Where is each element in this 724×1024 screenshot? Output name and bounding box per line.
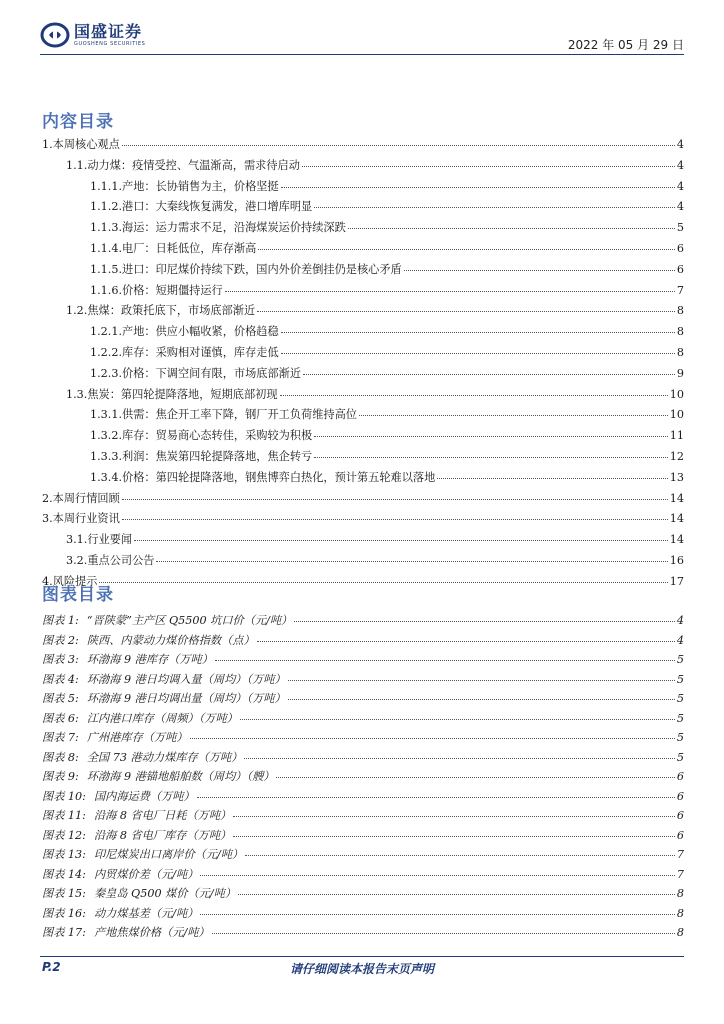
toc-entry[interactable] <box>42 510 684 531</box>
toc-entry-page: 4 <box>676 200 684 214</box>
figure-number: 图表 5: <box>42 692 79 705</box>
figure-title: 广州港库存（万吨） <box>86 731 188 744</box>
toc-entry-page: 4 <box>676 179 684 193</box>
toc-entry[interactable] <box>42 386 684 407</box>
toc-entry[interactable] <box>42 240 684 261</box>
figure-number: 图表 13: <box>42 848 86 861</box>
dot-leader <box>359 415 668 416</box>
figure-entry[interactable] <box>42 632 684 652</box>
header-divider <box>40 54 684 55</box>
figure-page: 6 <box>676 770 684 783</box>
figure-page: 6 <box>676 809 684 822</box>
toc-entry-title: 1.本周核心观点 <box>42 138 120 151</box>
dot-leader <box>281 187 675 188</box>
dot-leader <box>437 478 667 479</box>
figure-title: 动力煤基差（元/吨） <box>93 906 199 920</box>
toc-entry-title: 1.3.1.供需：焦企开工率下降，钢厂开工负荷维持高位 <box>90 408 357 422</box>
dot-leader <box>281 332 675 333</box>
toc-entry-page: 4 <box>676 138 684 151</box>
figure-number: 图表 2: <box>42 633 79 647</box>
toc-entry-page: 13 <box>669 470 684 484</box>
dot-leader <box>99 582 667 583</box>
toc-entry-page: 14 <box>669 533 684 547</box>
figure-number: 图表 9: <box>42 770 79 783</box>
toc-entry[interactable] <box>42 573 684 594</box>
figure-number: 图表 1: <box>42 614 79 627</box>
figure-page: 5 <box>676 672 684 686</box>
company-name-en: GUOSHENG SECURITIES <box>74 40 146 47</box>
dot-leader <box>281 353 675 354</box>
figure-page: 8 <box>676 887 684 900</box>
figure-entry[interactable] <box>42 651 684 671</box>
footer-divider <box>40 956 684 957</box>
dot-leader <box>288 680 675 681</box>
figure-page: 5 <box>676 731 684 744</box>
toc-entry-title: 1.1.1.产地：长协销售为主，价格坚挺 <box>90 179 279 193</box>
dot-leader <box>225 291 675 292</box>
figure-number: 图表 11: <box>42 809 86 822</box>
toc-entry[interactable] <box>42 448 684 469</box>
toc-entry-title: 1.1.6.价格：短期僵持运行 <box>90 283 223 297</box>
toc-entry[interactable] <box>42 302 684 323</box>
figure-number: 图表 12: <box>42 828 86 842</box>
toc-entry-title: 1.2.3.价格：下调空间有限，市场底部渐近 <box>90 366 302 380</box>
figure-page: 5 <box>676 750 684 764</box>
figure-title: 陕西、内蒙动力煤价格指数（点） <box>86 633 255 647</box>
dot-leader <box>197 797 675 798</box>
figure-entry[interactable] <box>42 729 684 749</box>
toc-entry[interactable] <box>42 552 684 573</box>
toc-entry-page: 10 <box>669 408 684 422</box>
company-name-cn: 国盛证券 <box>74 21 143 41</box>
toc-entry-page: 17 <box>669 574 684 588</box>
figure-entry[interactable] <box>42 885 684 905</box>
toc-list <box>42 136 684 594</box>
figure-number: 图表 15: <box>42 887 86 900</box>
figure-entry[interactable] <box>42 671 684 691</box>
figure-title: 沿海 8 省电厂库存（万吨） <box>93 828 232 842</box>
dot-leader <box>233 836 675 837</box>
figure-title: 沿海 8 省电厂日耗（万吨） <box>93 809 232 822</box>
toc-entry-title: 1.1.动力煤：疫情受控、气温渐高，需求待启动 <box>66 158 300 172</box>
dot-leader <box>280 395 668 396</box>
toc-entry-title: 3.本周行业资讯 <box>42 512 120 526</box>
toc-entry[interactable] <box>42 427 684 448</box>
figure-number: 图表 6: <box>42 711 79 725</box>
toc-entry[interactable] <box>42 219 684 240</box>
dot-leader <box>200 914 674 915</box>
toc-entry-title: 1.3.3.利润：焦炭第四轮提降落地，焦企转亏 <box>90 449 313 463</box>
toc-entry-page: 8 <box>676 304 684 318</box>
figure-entry[interactable] <box>42 866 684 886</box>
figure-entry[interactable] <box>42 827 684 847</box>
figure-page: 4 <box>676 633 684 647</box>
page-header <box>40 22 684 52</box>
toc-entry-title: 1.1.3.海运：运力需求不足，沿海煤炭运价持续深跌 <box>90 221 346 235</box>
figure-number: 图表 14: <box>42 867 86 881</box>
figure-entry[interactable] <box>42 768 684 788</box>
dot-leader <box>257 311 675 312</box>
dot-leader <box>258 249 675 250</box>
dot-leader <box>288 699 675 700</box>
figure-list-title: 图表目录 <box>42 585 114 605</box>
toc-entry-page: 10 <box>669 387 684 401</box>
dot-leader <box>294 621 675 622</box>
figure-title: 江内港口库存（周频）（万吨） <box>86 711 238 725</box>
toc-entry[interactable] <box>42 469 684 490</box>
figure-page: 8 <box>676 906 684 920</box>
company-logo <box>40 22 145 48</box>
figure-number: 图表 8: <box>42 750 79 764</box>
toc-entry-page: 11 <box>669 429 684 443</box>
figure-number: 图表 16: <box>42 906 86 920</box>
figure-title: 产地焦煤价格（元/吨） <box>93 926 210 939</box>
toc-entry-page: 4 <box>676 158 684 172</box>
toc-entry[interactable] <box>42 365 684 386</box>
dot-leader <box>122 519 668 520</box>
toc-entry-page: 6 <box>676 241 684 255</box>
figure-page: 5 <box>676 653 684 666</box>
figure-title: 全国 73 港动力煤库存（万吨） <box>86 750 243 764</box>
toc-entry[interactable] <box>42 531 684 552</box>
toc-entry-title: 4.风险提示 <box>42 574 98 588</box>
figure-entry[interactable] <box>42 749 684 769</box>
figure-page: 7 <box>676 848 684 861</box>
toc-entry-title: 1.1.2.港口：大秦线恢复满发，港口增库明显 <box>90 200 313 214</box>
toc-entry[interactable] <box>42 323 684 344</box>
dot-leader <box>240 719 675 720</box>
figure-title: 环渤海 9 港日均调入量（周均）（万吨） <box>86 672 286 686</box>
toc-entry[interactable] <box>42 136 684 157</box>
toc-entry-page: 16 <box>669 553 684 567</box>
figure-page: 4 <box>676 614 684 627</box>
figure-number: 图表 7: <box>42 731 79 744</box>
toc-entry-title: 1.3.2.库存：贸易商心态转佳，采购较为积极 <box>90 429 313 443</box>
toc-entry-title: 1.2.1.产地：供应小幅收紧，价格趋稳 <box>90 325 279 339</box>
figure-title: 环渤海 9 港锚地船舶数（周均）（艘） <box>86 770 275 783</box>
dot-leader <box>314 207 675 208</box>
figure-page: 5 <box>676 692 684 705</box>
figure-number: 图表 10: <box>42 789 86 803</box>
company-logo-icon <box>40 22 70 48</box>
figure-page: 7 <box>676 867 684 881</box>
toc-title: 内容目录 <box>42 112 114 132</box>
figure-title: 秦皇岛 Q500 煤价（元/吨） <box>93 887 237 900</box>
figure-list <box>42 612 684 944</box>
figure-entry[interactable] <box>42 905 684 925</box>
toc-entry[interactable] <box>42 198 684 219</box>
dot-leader <box>314 457 668 458</box>
dot-leader <box>303 374 675 375</box>
figure-title: 环渤海 9 港日均调出量（周均）（万吨） <box>86 692 286 705</box>
dot-leader <box>404 270 675 271</box>
figure-entry[interactable] <box>42 710 684 730</box>
figure-title: 印尼煤炭出口离岸价（元/吨） <box>93 848 244 861</box>
figure-page: 8 <box>676 926 684 939</box>
figure-number: 图表 17: <box>42 926 86 939</box>
toc-entry-title: 2.本周行情回顾 <box>42 491 120 505</box>
toc-entry-page: 12 <box>669 449 684 463</box>
dot-leader <box>215 660 675 661</box>
figure-entry[interactable] <box>42 807 684 827</box>
toc-entry-page: 5 <box>676 221 684 235</box>
toc-entry[interactable] <box>42 282 684 303</box>
disclaimer-notice: 请仔细阅读本报告末页声明 <box>289 962 434 976</box>
figure-title: “晋陕蒙”主产区 Q5500 坑口价（元/吨） <box>86 614 293 627</box>
toc-entry-page: 8 <box>676 345 684 359</box>
dot-leader <box>233 816 675 817</box>
figure-page: 5 <box>676 711 684 725</box>
figure-entry[interactable] <box>42 846 684 866</box>
figure-number: 图表 4: <box>42 672 79 686</box>
toc-entry-page: 14 <box>669 512 684 526</box>
toc-entry-title: 1.1.4.电厂：日耗低位，库存渐高 <box>90 241 257 255</box>
dot-leader <box>276 777 674 778</box>
toc-entry[interactable] <box>42 490 684 511</box>
toc-entry[interactable] <box>42 344 684 365</box>
dot-leader <box>122 145 675 146</box>
toc-entry[interactable] <box>42 406 684 427</box>
dot-leader <box>257 641 675 642</box>
toc-entry-title: 3.2.重点公司公告 <box>66 553 155 567</box>
toc-entry-title: 3.1.行业要闻 <box>66 533 133 547</box>
figure-title: 国内海运费（万吨） <box>93 789 195 803</box>
toc-entry-page: 6 <box>676 262 684 276</box>
dot-leader <box>348 228 675 229</box>
toc-entry-title: 1.1.5.进口：印尼煤价持续下跌，国内外价差倒挂仍是核心矛盾 <box>90 262 402 276</box>
dot-leader <box>302 166 675 167</box>
figure-entry[interactable] <box>42 924 684 944</box>
figure-entry[interactable] <box>42 612 684 632</box>
toc-entry[interactable] <box>42 178 684 199</box>
dot-leader <box>245 855 675 856</box>
figure-number: 图表 3: <box>42 653 79 666</box>
page-number: P.2 <box>42 960 61 974</box>
toc-entry-title: 1.2.焦煤：政策托底下，市场底部渐近 <box>66 304 256 318</box>
toc-entry-title: 1.3.焦炭：第四轮提降落地，短期底部初现 <box>66 387 278 401</box>
toc-entry-page: 14 <box>669 491 684 505</box>
figure-page: 6 <box>676 789 684 803</box>
dot-leader <box>122 499 668 500</box>
toc-entry-title: 1.3.4.价格：第四轮提降落地，钢焦博弈白热化，预计第五轮难以落地 <box>90 470 436 484</box>
figure-entry[interactable] <box>42 690 684 710</box>
dot-leader <box>212 933 675 934</box>
report-date: 2022 年 05 月 29 日 <box>567 38 684 52</box>
figure-page: 6 <box>676 828 684 842</box>
figure-title: 内贸煤价差（元/吨） <box>93 867 199 881</box>
toc-entry-page: 8 <box>676 325 684 339</box>
dot-leader <box>238 894 675 895</box>
toc-entry-title: 1.2.2.库存：采购相对谨慎，库存走低 <box>90 345 279 359</box>
dot-leader <box>156 561 667 562</box>
figure-entry[interactable] <box>42 788 684 808</box>
dot-leader <box>244 758 674 759</box>
dot-leader <box>314 436 668 437</box>
toc-entry[interactable] <box>42 157 684 178</box>
dot-leader <box>190 738 675 739</box>
toc-entry[interactable] <box>42 261 684 282</box>
toc-entry-page: 7 <box>676 283 684 297</box>
dot-leader <box>200 875 674 876</box>
toc-entry-page: 9 <box>676 366 684 380</box>
figure-title: 环渤海 9 港库存（万吨） <box>86 653 213 666</box>
dot-leader <box>134 540 668 541</box>
